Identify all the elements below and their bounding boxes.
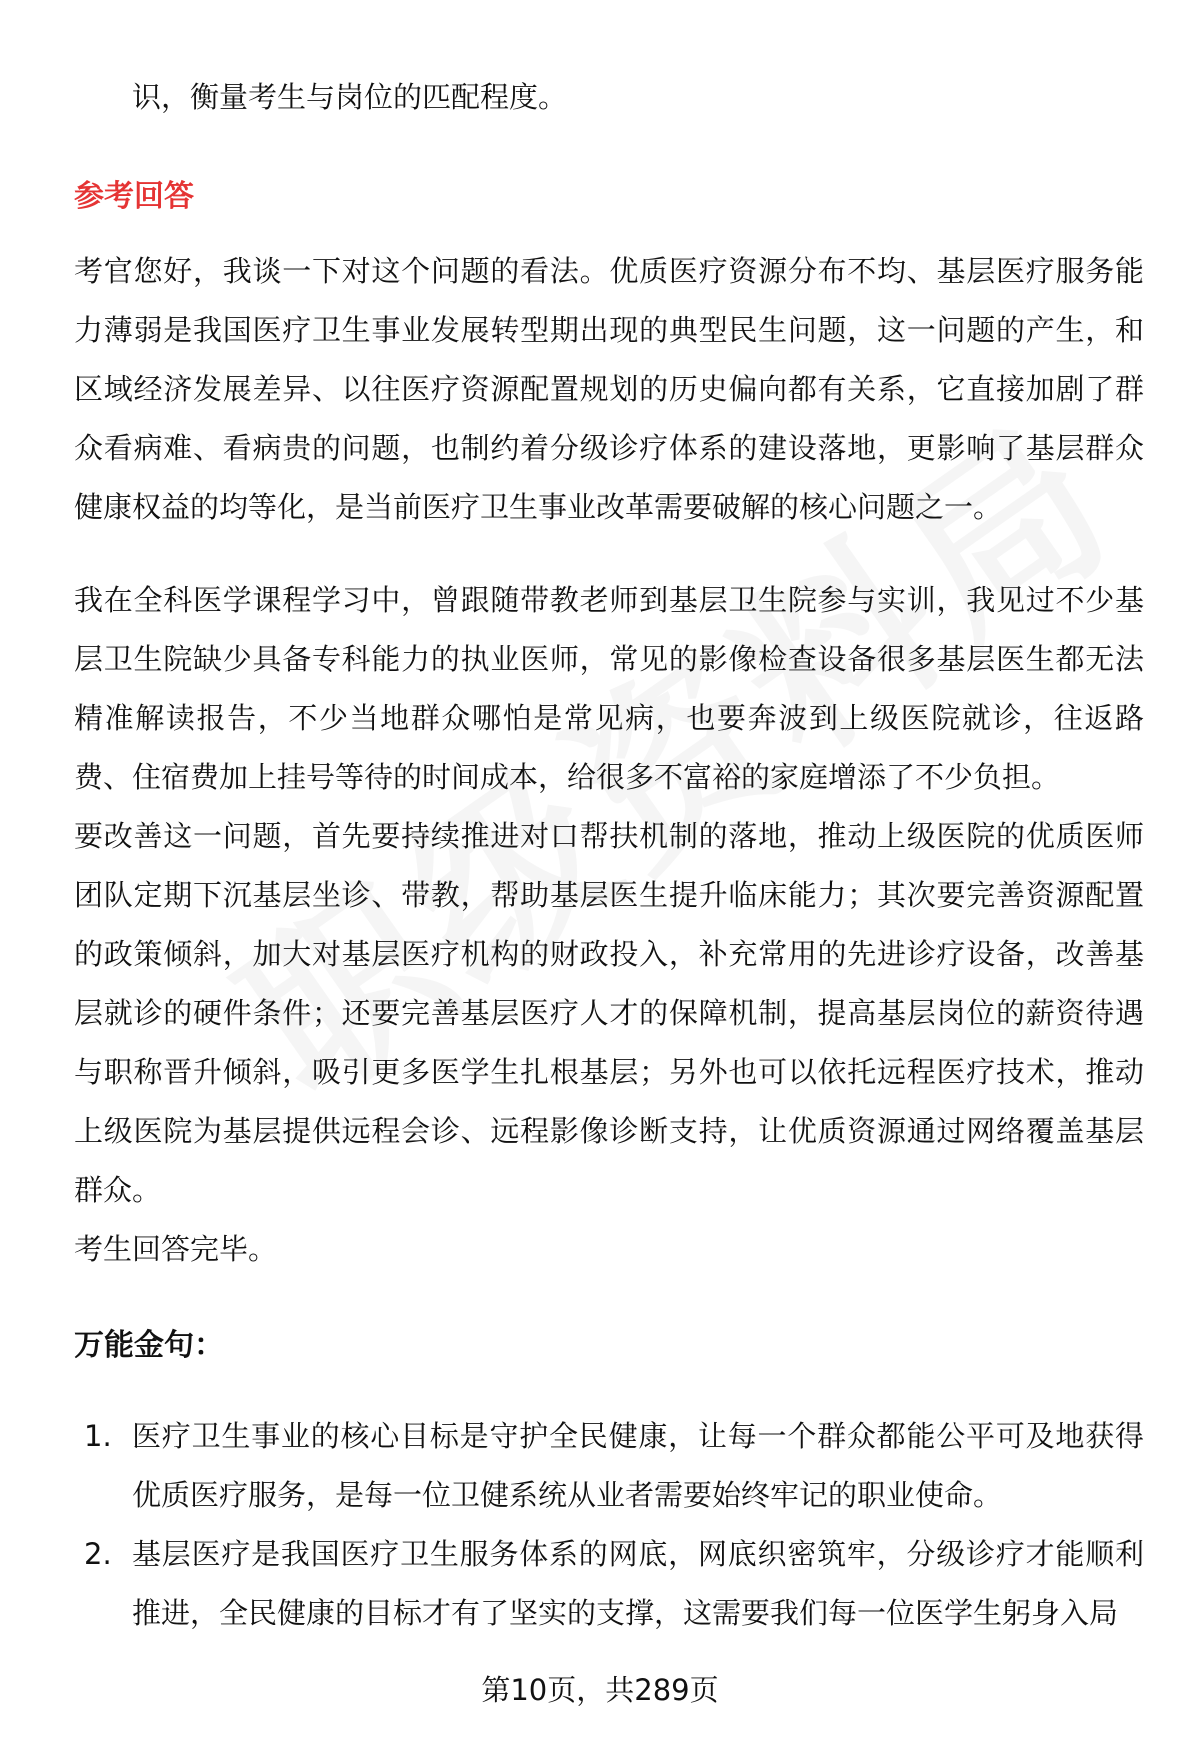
golden-sentences-heading: 万能金句： <box>74 1328 224 1363</box>
answer-paragraph-2: 我在全科医学课程学习中，曾跟随带教老师到基层卫生院参与实训，我见过不少基层卫生院缺少具备专科能力的执业医师，常见的影像检查设备很多基层医生都无法精准解读报告，不少当地群众哪怕是常见病，也要奔波到上级医院就诊，往返路费、住宿费加上挂号等待的时间成本，给很多不富裕的家庭增添了不少负担。 <box>74 583 1144 794</box>
list-item-number: 1. <box>84 1419 112 1453</box>
page-content <box>74 68 1144 1643</box>
list-item-text: 基层医疗是我国医疗卫生服务体系的网底，网底织密筑牢，分级诊疗才能顺利推进，全民健康的目标才有了坚实的支撑，这需要我们每一位医学生躬身入局 <box>132 1537 1144 1630</box>
list-item <box>74 1525 1144 1643</box>
list-item-text: 医疗卫生事业的核心目标是守护全民健康，让每一个群众都能公平可及地获得优质医疗服务，是每一位卫健系统从业者需要始终牢记的职业使命。 <box>132 1419 1144 1512</box>
answer-paragraph-1: 考官您好，我谈一下对这个问题的看法。优质医疗资源分布不均、基层医疗服务能力薄弱是我国医疗卫生事业发展转型期出现的典型民生问题，这一问题的产生，和区域经济发展差异、以往医疗资源配置规划的历史偏向都有关系，它直接加剧了群众看病难、看病贵的问题，也制约着分级诊疗体系的建设落地，更影响了基层群众健康权益的均等化，是当前医疗卫生事业改革需要破解的核心问题之一。 <box>74 254 1144 524</box>
continuation-line: 识，衡量考生与岗位的匹配程度。 <box>132 80 568 114</box>
page-footer: 第10页，共289页 <box>481 1673 719 1707</box>
answer-closing: 考生回答完毕。 <box>74 1232 278 1266</box>
list-item-number: 2. <box>84 1537 112 1571</box>
list-item <box>74 1407 1144 1525</box>
golden-sentences-list <box>74 1407 1144 1643</box>
answer-paragraph-3: 要改善这一问题，首先要持续推进对口帮扶机制的落地，推动上级医院的优质医师团队定期下沉基层坐诊、带教，帮助基层医生提升临床能力；其次要完善资源配置的政策倾斜，加大对基层医疗机构的财政投入，补充常用的先进诊疗设备，改善基层就诊的硬件条件；还要完善基层医疗人才的保障机制，提高基层岗位的薪资待遇与职称晋升倾斜，吸引更多医学生扎根基层；另外也可以依托远程医疗技术，推动上级医院为基层提供远程会诊、远程影像诊断支持，让优质资源通过网络覆盖基层群众。 <box>74 819 1144 1207</box>
reference-answer-heading: 参考回答 <box>74 179 194 214</box>
